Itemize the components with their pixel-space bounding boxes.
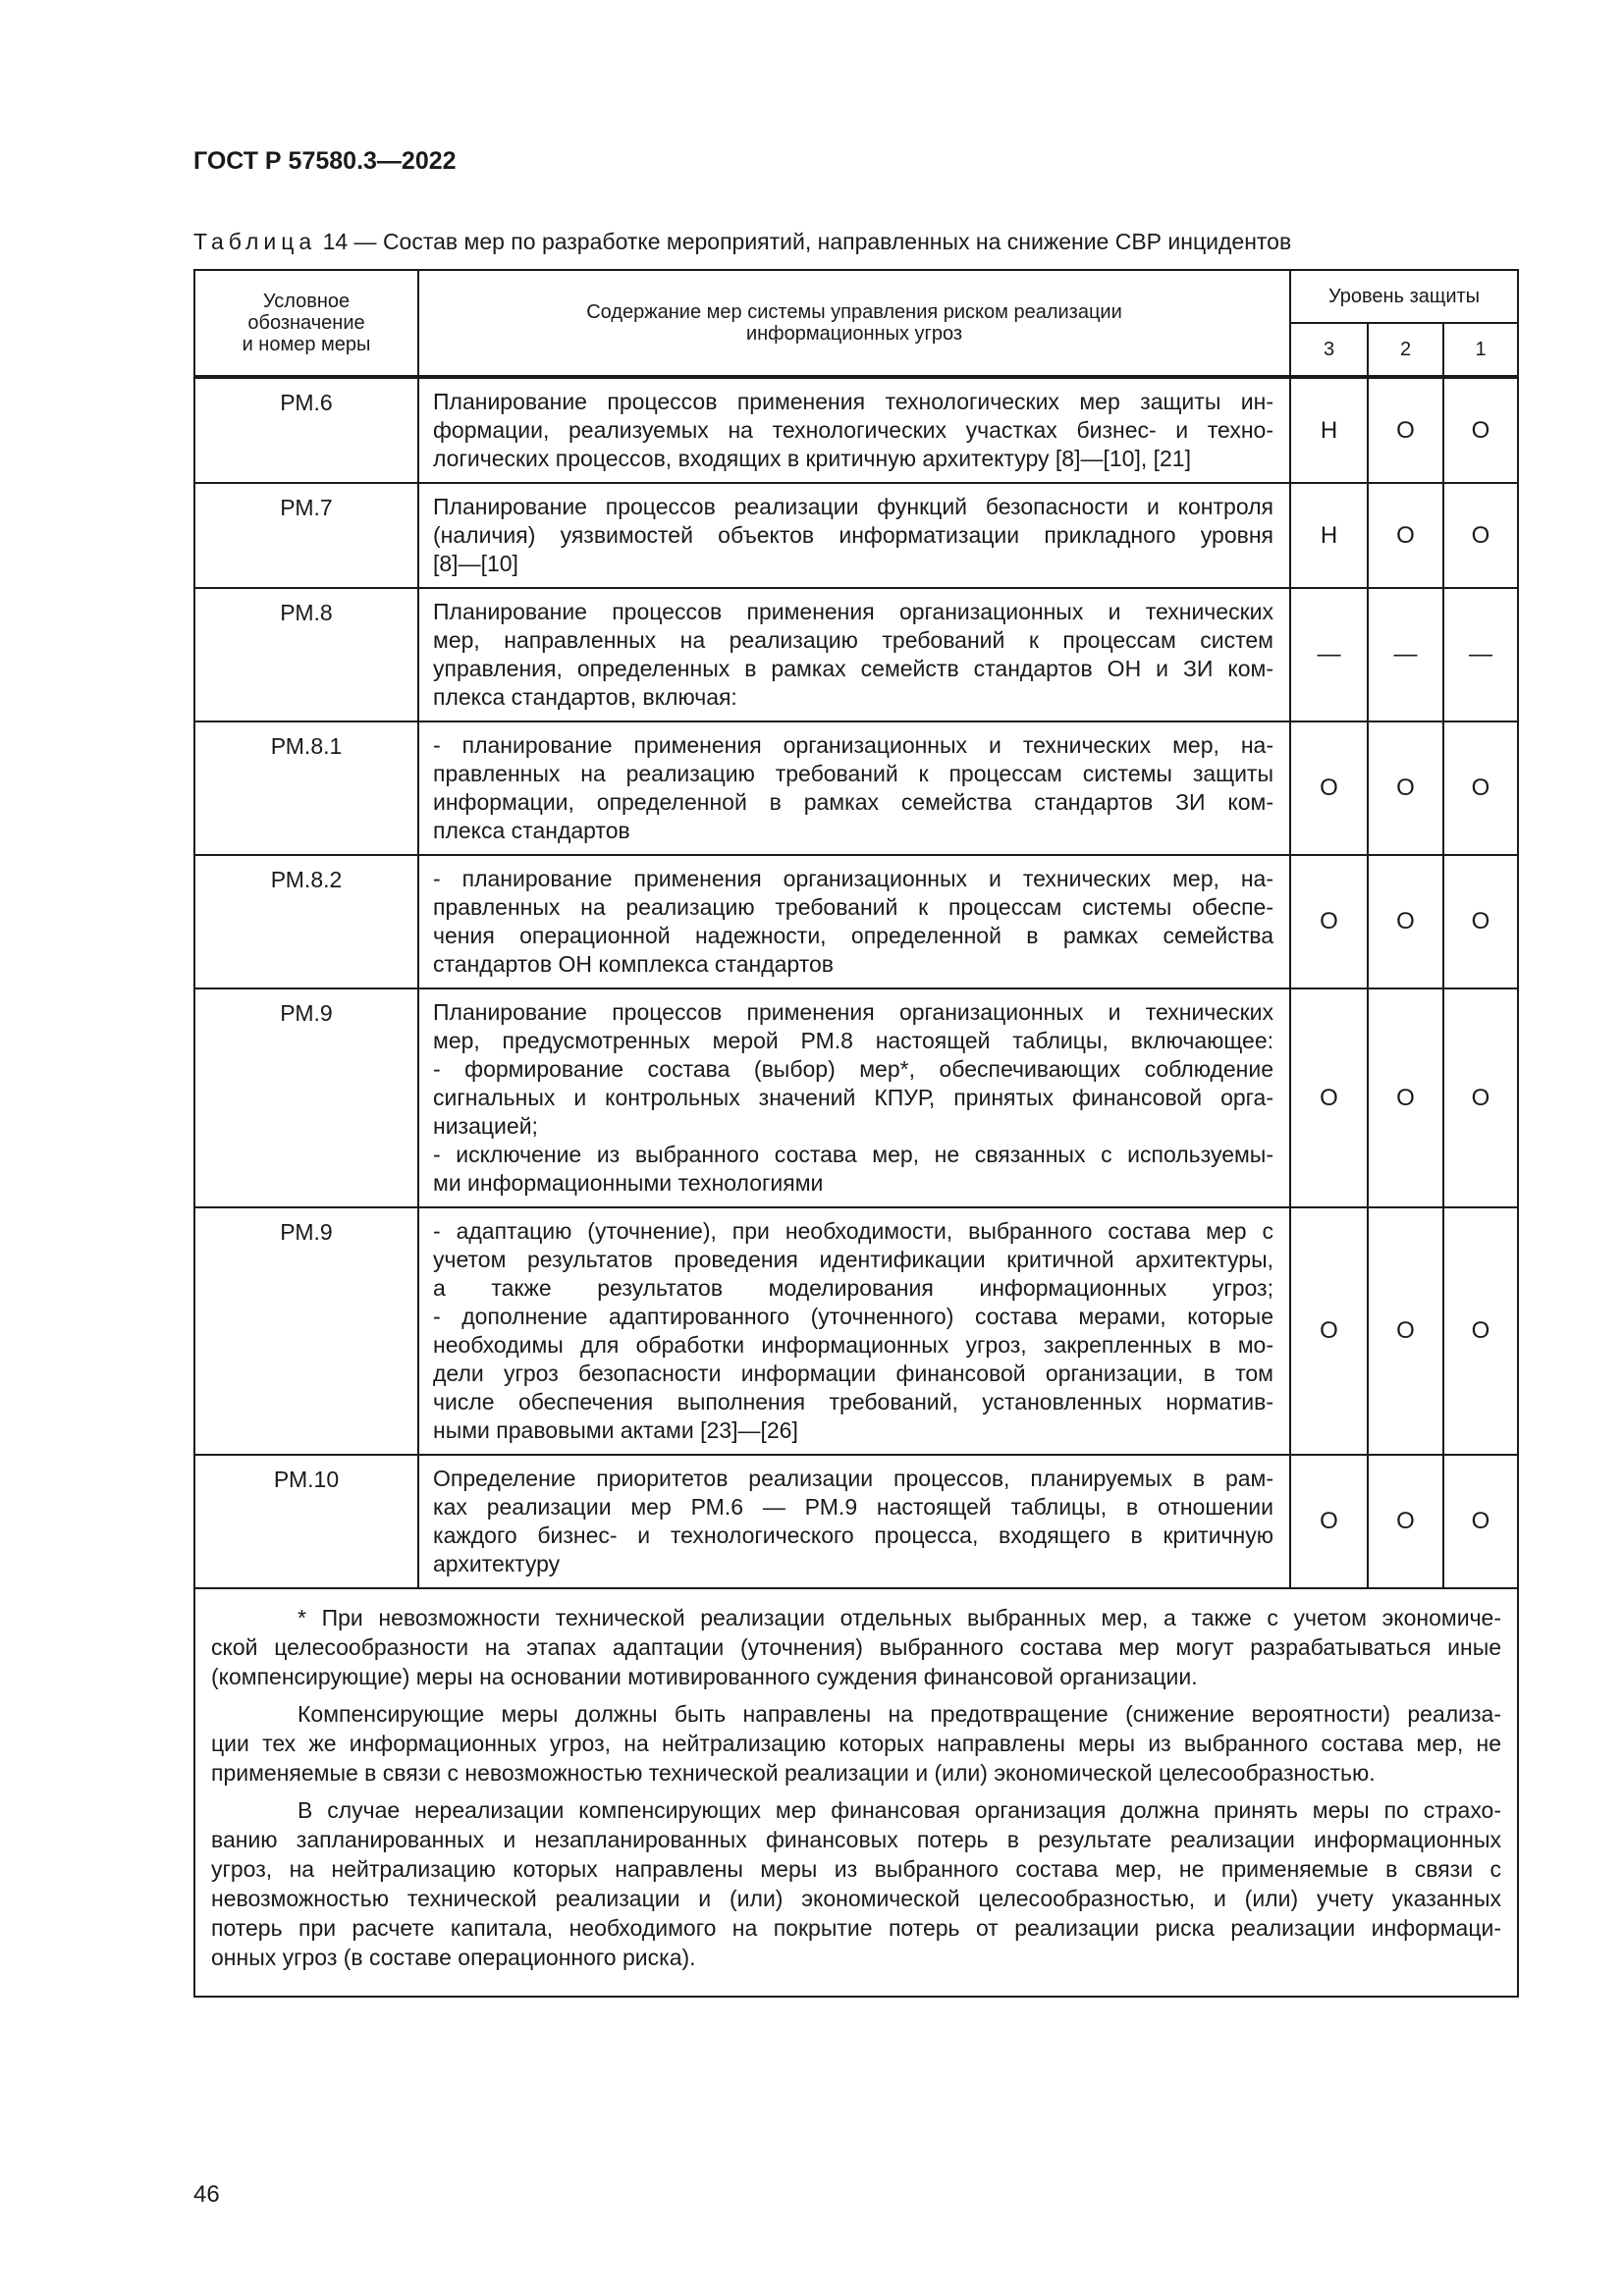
level-1-value: — xyxy=(1443,588,1518,721)
measure-code: РМ.6 xyxy=(194,377,418,483)
page-number: 46 xyxy=(193,2181,220,2208)
measure-content-line: - дополнение адаптированного (уточненного) состава мерами, которые xyxy=(433,1304,1273,1329)
measure-content-line: необходимы для обработки информационных угроз, закрепленных в мо- xyxy=(433,1332,1273,1358)
measure-content-line: логических процессов, входящих в критичную архитектуру [8]—[10], [21] xyxy=(433,446,1191,471)
measure-code: РМ.8.1 xyxy=(194,721,418,855)
notes-row xyxy=(194,1588,1518,1997)
measure-content-line: формации, реализуемых на технологических участках бизнес- и техно- xyxy=(433,417,1273,443)
measure-content-line: мер, предусмотренных мерой РМ.8 настоящей таблицы, включающее: xyxy=(433,1028,1273,1053)
measure-content-line: учетом результатов проведения идентификации критичной архитектуры, xyxy=(433,1247,1273,1272)
level-3-value: О xyxy=(1290,1455,1368,1588)
note-line: ции тех же информационных угроз, на нейтрализацию которых направлены меры из выбранного состава мер, не xyxy=(211,1731,1502,1756)
measure-content-line: - исключение из выбранного состава мер, не связанных с используемы- xyxy=(433,1142,1273,1167)
measure-content xyxy=(418,483,1290,588)
level-3-value: Н xyxy=(1290,483,1368,588)
measure-content-line: - формирование состава (выбор) мер*, обеспечивающих соблюдение xyxy=(433,1056,1273,1082)
note-line: онных угроз (в составе операционного риска). xyxy=(211,1945,696,1970)
header-protection-level: Уровень защиты xyxy=(1290,270,1518,323)
measures-table xyxy=(193,269,1519,1998)
measure-content-line: - планирование применения организационных и технических мер, на- xyxy=(433,732,1273,758)
measure-content-line: правленных на реализацию требований к процессам системы защиты xyxy=(433,761,1273,786)
level-1-value: О xyxy=(1443,1455,1518,1588)
measure-content-line: ми информационными технологиями xyxy=(433,1170,824,1196)
level-1-value: О xyxy=(1443,855,1518,988)
measure-content-line: каждого бизнес- и технологического процесса, входящего в критичную xyxy=(433,1522,1273,1548)
table-row xyxy=(194,483,1518,588)
measure-content xyxy=(418,1207,1290,1455)
header-code-line: и номер меры xyxy=(242,334,371,355)
level-2-value: О xyxy=(1368,721,1443,855)
table-row xyxy=(194,988,1518,1207)
document-code: ГОСТ Р 57580.3—2022 xyxy=(193,147,457,175)
note-line: невозможностью технической реализации и (или) экономической целесообразностью, и (или) учету указанных xyxy=(211,1886,1502,1911)
measure-code: РМ.10 xyxy=(194,1455,418,1588)
level-2-value: О xyxy=(1368,988,1443,1207)
note-line: ской целесообразности на этапах адаптации (уточнения) выбранного состава мер могут разрабатываться иные xyxy=(211,1634,1502,1660)
level-3-value: Н xyxy=(1290,377,1368,483)
measure-content-line: а также результатов моделирования информационных угроз; xyxy=(433,1275,1273,1301)
measure-content-line: Планирование процессов реализации функций безопасности и контроля xyxy=(433,494,1273,519)
measure-content-line: плекса стандартов, включая: xyxy=(433,684,737,710)
note-paragraph xyxy=(211,1795,1501,1972)
measure-content-line: Определение приоритетов реализации процессов, планируемых в рам- xyxy=(433,1466,1273,1491)
note-line: (компенсирующие) меры на основании мотивированного суждения финансовой организации. xyxy=(211,1664,1198,1689)
table-caption xyxy=(193,229,1291,255)
table-row xyxy=(194,377,1518,483)
table-row xyxy=(194,855,1518,988)
measure-code: РМ.8 xyxy=(194,588,418,721)
measure-content-line: Планирование процессов применения технологических мер защиты ин- xyxy=(433,389,1273,414)
table-row xyxy=(194,721,1518,855)
level-3-value: О xyxy=(1290,855,1368,988)
header-content-line: информационных угроз xyxy=(745,323,963,345)
measure-code: РМ.8.2 xyxy=(194,855,418,988)
level-2-value: — xyxy=(1368,588,1443,721)
table-row xyxy=(194,588,1518,721)
note-line: угроз, на нейтрализацию которых направлены меры из выбранного состава мер, не применяемые в связи с xyxy=(211,1856,1502,1882)
measure-content xyxy=(418,855,1290,988)
note-paragraph xyxy=(211,1699,1501,1788)
table-caption-text: 14 — Состав мер по разработке мероприятий, направленных на снижение СВР инцидентов xyxy=(316,229,1292,254)
measure-code: РМ.9 xyxy=(194,988,418,1207)
table-notes xyxy=(194,1588,1518,1997)
measure-content-line: ными правовыми актами [23]—[26] xyxy=(433,1417,798,1443)
table-head xyxy=(194,270,1518,377)
measure-content-line: (наличия) уязвимостей объектов информатизации прикладного уровня xyxy=(433,522,1273,548)
note-line: потерь при расчете капитала, необходимого на покрытие потерь от реализации риска реализации информаци- xyxy=(211,1915,1502,1941)
measure-content-line: - планирование применения организационных и технических мер, на- xyxy=(433,866,1273,891)
header-content xyxy=(418,270,1290,377)
table-caption-label: Таблица xyxy=(193,229,317,254)
measure-content-line: Планирование процессов применения организационных и технических xyxy=(433,599,1273,624)
measure-content xyxy=(418,1455,1290,1588)
level-2-value: О xyxy=(1368,855,1443,988)
measure-content-line: управления, определенных в рамках семейств стандартов ОН и ЗИ ком- xyxy=(433,656,1273,681)
header-content-line: Содержание мер системы управления риском реализации xyxy=(586,301,1122,323)
note-line: * При невозможности технической реализации отдельных выбранных мер, а также с учетом экономиче- xyxy=(298,1605,1502,1630)
measure-content-line: плекса стандартов xyxy=(433,818,630,843)
level-1-value: О xyxy=(1443,377,1518,483)
measure-content-line: информации, определенной в рамках семейства стандартов ЗИ ком- xyxy=(433,789,1273,815)
level-2-value: О xyxy=(1368,1455,1443,1588)
header-level-2: 2 xyxy=(1368,323,1443,377)
measure-content-line: мер, направленных на реализацию требований к процессам систем xyxy=(433,627,1273,653)
table-row xyxy=(194,1207,1518,1455)
measure-content-line: архитектуру xyxy=(433,1551,561,1576)
measure-content-line: - адаптацию (уточнение), при необходимости, выбранного состава мер с xyxy=(433,1218,1273,1244)
measure-content-line: низацией; xyxy=(433,1113,538,1139)
measure-content xyxy=(418,588,1290,721)
level-1-value: О xyxy=(1443,483,1518,588)
measure-content-line: стандартов ОН комплекса стандартов xyxy=(433,951,834,977)
level-1-value: О xyxy=(1443,988,1518,1207)
table-row xyxy=(194,1455,1518,1588)
header-level-1: 1 xyxy=(1443,323,1518,377)
measure-content xyxy=(418,721,1290,855)
header-code-line: Условное xyxy=(262,291,351,312)
measure-content-line: правленных на реализацию требований к процессам системы обеспе- xyxy=(433,894,1273,920)
table-body xyxy=(194,377,1518,1588)
level-3-value: О xyxy=(1290,1207,1368,1455)
header-code-line: обозначение xyxy=(247,312,365,334)
measure-content-line: сигнальных и контрольных значений КПУР, принятых финансовой орга- xyxy=(433,1085,1273,1110)
level-1-value: О xyxy=(1443,721,1518,855)
level-1-value: О xyxy=(1443,1207,1518,1455)
measure-content-line: дели угроз безопасности информации финансовой организации, в том xyxy=(433,1361,1273,1386)
note-paragraph xyxy=(211,1603,1501,1691)
level-3-value: О xyxy=(1290,988,1368,1207)
measure-content xyxy=(418,988,1290,1207)
note-line: В случае нереализации компенсирующих мер финансовая организация должна принять меры по страхо- xyxy=(298,1797,1502,1823)
measure-content-line: Планирование процессов применения организационных и технических xyxy=(433,999,1273,1025)
header-level-3: 3 xyxy=(1290,323,1368,377)
note-line: ванию запланированных и незапланированных финансовых потерь в результате реализации информационных xyxy=(211,1827,1502,1852)
level-2-value: О xyxy=(1368,483,1443,588)
measure-content xyxy=(418,377,1290,483)
level-3-value: — xyxy=(1290,588,1368,721)
measure-content-line: [8]—[10] xyxy=(433,551,518,576)
note-line: применяемые в связи с невозможностью технической реализации и (или) экономической целесообразностью. xyxy=(211,1760,1376,1786)
note-line: Компенсирующие меры должны быть направлены на предотвращение (снижение вероятности) реализа- xyxy=(298,1701,1502,1727)
header-code xyxy=(194,270,418,377)
level-2-value: О xyxy=(1368,1207,1443,1455)
measure-code: РМ.9 xyxy=(194,1207,418,1455)
measure-content-line: чения операционной надежности, определенной в рамках семейства xyxy=(433,923,1273,948)
level-2-value: О xyxy=(1368,377,1443,483)
measure-code: РМ.7 xyxy=(194,483,418,588)
measure-content-line: ках реализации мер РМ.6 — РМ.9 настоящей таблицы, в отношении xyxy=(433,1494,1273,1520)
measure-content-line: числе обеспечения выполнения требований, установленных норматив- xyxy=(433,1389,1273,1415)
level-3-value: О xyxy=(1290,721,1368,855)
